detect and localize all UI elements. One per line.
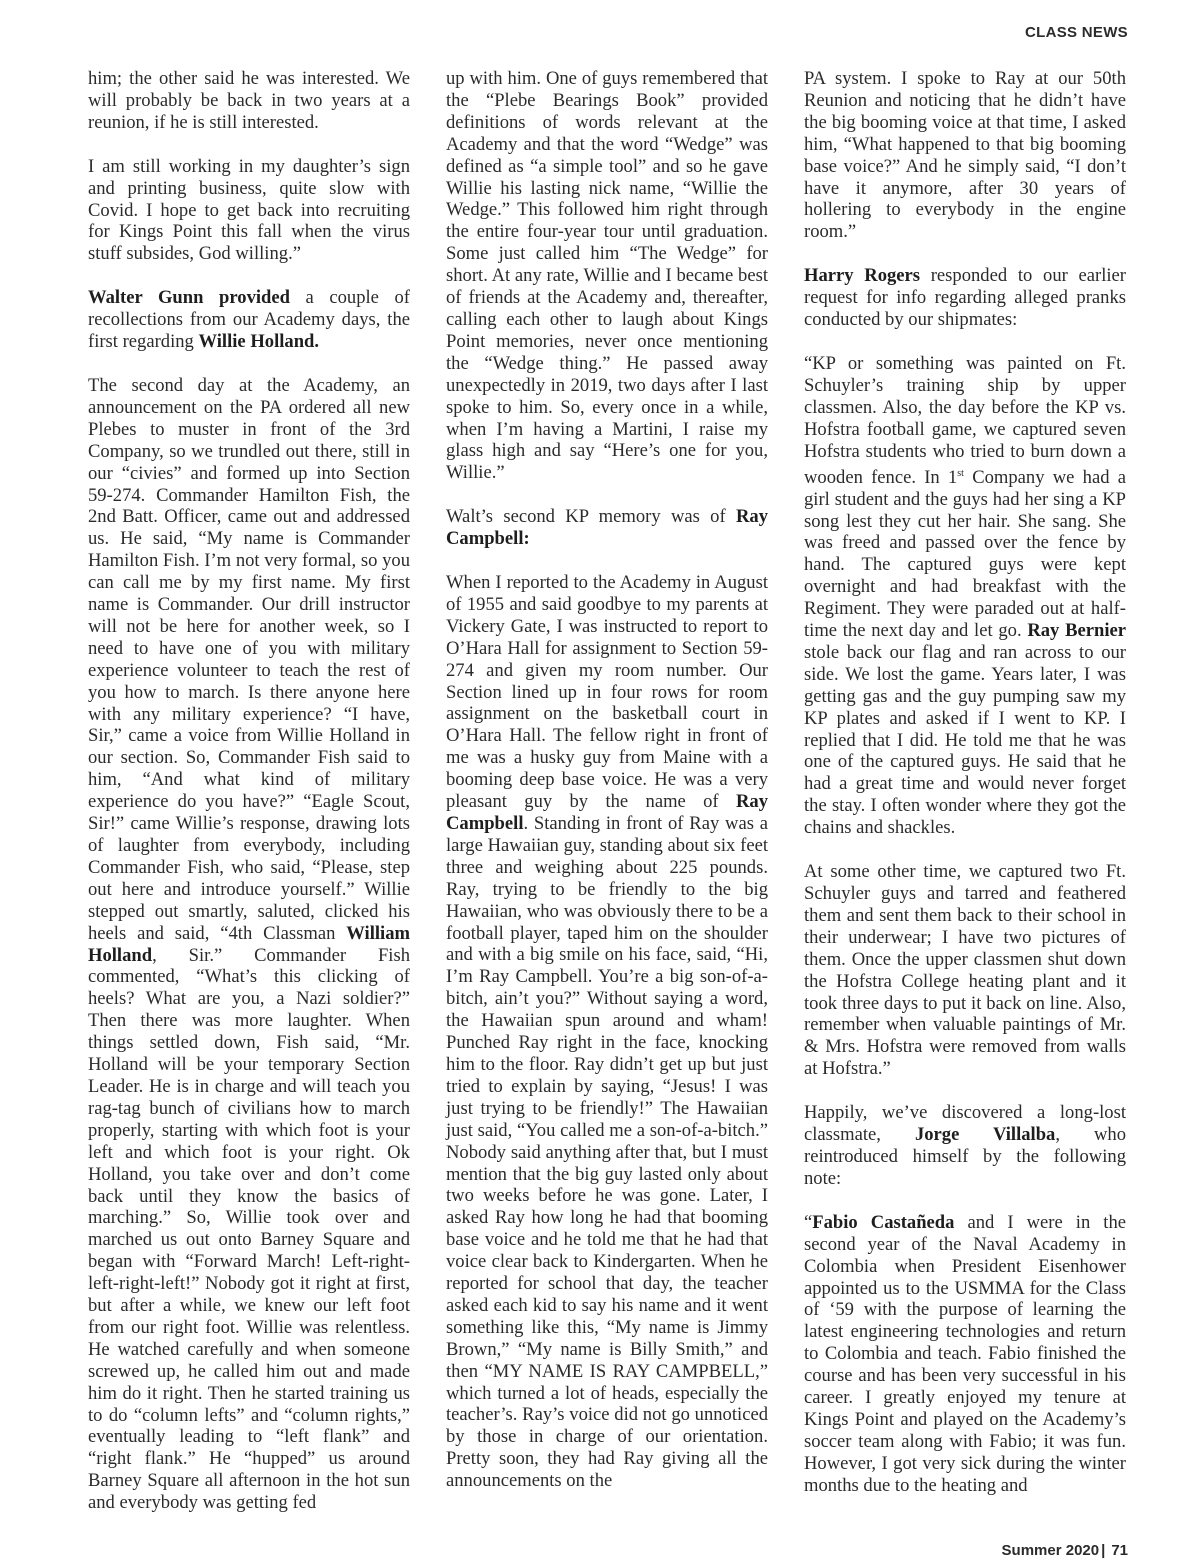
paragraph [804,1212,1126,1497]
paragraph [804,265,1126,331]
paragraph-text: stole back our flag and ran across to our side. We lost the game. Years later, I was getting gas and the guy pumping saw my KP plates and asked if I went to KP. I replied that I did. He told me that he was one of the captured guys. He said that he had a great time and would never forget the stay. I often wonder where they got the chains and shackles. [804,641,1126,839]
paragraph-text: “KP or something was painted on Ft. Schuyler’s training ship by upper classmen. Also, the day before the KP vs. Hofstra football game, we captured seven Hofstra students who tried to burn down a wooden fence. In 1 [804,352,1126,488]
column-3 [804,68,1126,1519]
person-name: Harry Rogers [804,265,921,287]
paragraph [446,506,768,550]
paragraph-text: When I reported to the Academy in August of 1955 and said goodbye to my parents at Vickery Gate, I was instructed to report to O’Hara Hall for assignment to Section 59-274 and given my room number. Our Section lined up in four rows for room assignment on the basketball court in O’Hara Hall. The fellow right in front of me was a husky guy from Maine with a booming deep base voice. He was a very pleasant guy by the name of [446,572,768,813]
column-2 [446,68,768,1514]
paragraph-text: a couple of recollections from our Academy days, the first regarding [88,287,410,353]
paragraph-text: , Sir.” Commander Fish commented, “What’s this clicking of heels? What are you, a Nazi soldier?” Then there was more laughter. When things settled down, Fish said, “Mr. Holland will be your temporary Section Leader. He is in charge and will teach you rag-tag bunch of civilians how to march properly, starting with which foot is your left and which foot is your right. Ok Holland, you take over and don’t come back until they know the basics of marching.” So, Willie took over and marched us out onto Barney Square and began with “Forward March! Left-right-left-right-left!” Nobody got it right at first, but after a while, we knew our left foot from our right foot. Willie was relentless. He watched carefully and when someone screwed up, he called him out and made him do it right. Then he started training us to do “column lefts” and “column rights,” eventually leading to “left flank” and “right flank.” He “hupped” us around Barney Square all afternoon in the hot sun and everybody was getting fed [88,944,410,1514]
person-name: Ray Campbell: [446,506,768,550]
paragraph-text: Happily, we’ve discovered a long-lost classmate, [804,1102,1126,1146]
paragraph-text: responded to our earlier request for info regarding alleged pranks conducted by our shipmates: [804,265,1126,331]
paragraph-text: , who reintroduced himself by the following note: [804,1124,1127,1189]
person-name: Ray Bernier [1027,620,1126,642]
page-footer [1002,1542,1128,1559]
paragraph-text: and I were in the second year of the Naval Academy in Colombia when President Eisenhower appointed us to the USMMA for the Class of ‘59 with the purpose of learning the latest engineering technologies and return to Colombia and teach. Fabio finished the course and has been very successful in his career. I greatly enjoyed my tenure at Kings Point and played on the Academy’s soccer team along with Fabio; it was fun. However, I got very sick during the winter months due to the heating and [804,1211,1126,1496]
paragraph: At some other time, we captured two Ft. Schuyler guys and tarred and feathered them and sent them back to their school in their underwear; I have two pictures of them. Once the upper classmen shut down the Hofstra College heating plant and it took three days to put it back on line. Also, remember when valuable paintings of Mr. & Mrs. Hofstra were removed from walls at Hofstra.” [804,861,1126,1080]
paragraph-text: Company we had a girl student and the guys had her sing a KP song lest they cut her hair. She sang. She was freed and passed over the fence by hand. The captured guys were kept overnight and had breakfast with the Regiment. They were paraded out at half-time the next day and let go. [804,466,1126,642]
quote-mark: “ [804,1211,813,1233]
person-name: Walter Gunn provided [88,287,290,309]
page-number: 71 [1111,1542,1128,1559]
person-name: Willie Holland. [198,331,320,353]
paragraph: I am still working in my daughter’s sign and printing business, quite slow with Covid. I hope to get back into recruiting for Kings Point this fall when the virus stuff subsides, God willing.” [88,155,410,265]
ordinal-suffix: st [957,467,964,479]
paragraph-text: Walt’s second KP memory was of [446,506,736,528]
paragraph [804,1102,1126,1190]
section-header: CLASS NEWS [1024,24,1128,41]
paragraph-text: The second day at the Academy, an announcement on the PA ordered all new Plebes to muster in front of the 3rd Company, so we trundled out there, still in our “civies” and formed up into Section 59-274. Commander Hamilton Fish, the 2nd Batt. Officer, came out and addressed us. He said, “My name is Commander Hamilton Fish. I’m not very formal, so you can call me by my first name. My first name is Commander. Our drill instructor will not be here for another week, so I need to have one of you with military experience volunteer to teach the rest of you how to march. Is there anyone here with any military experience? “I have, Sir,” came a voice from Willie Holland in our section. So, Commander Fish said to him, “And what kind of military experience do you have?” “Eagle Scout, Sir!” came Willie’s response, drawing lots of laughter from everybody, including Commander Fish, who said, “Please, step out here and introduce yourself.” Willie stepped out smartly, saluted, clicked his heels and said, “4th Classman [88,374,410,944]
footer-separator: | [1101,1542,1106,1559]
paragraph: PA system. I spoke to Ray at our 50th Reunion and noticing that he didn’t have the big booming voice at that time, I asked him, “What happened to that big booming base voice?” And he simply said, “I don’t have it anymore, after 30 years of hollering to everybody in the engine room.” [804,68,1126,243]
paragraph: him; the other said he was interested. We will probably be back in two years at a reunion, if he is still interested. [88,68,410,133]
person-name: William Holland [88,922,410,966]
column-1 [88,68,410,1536]
paragraph [446,572,768,1492]
paragraph: up with him. One of guys remembered that the “Plebe Bearings Book” provided definitions of words relevant at the Academy and that the word “Wedge” was defined as “a simple tool” and so he gave Willie his lasting nick name, “Willie the Wedge.” This followed him right through the entire four-year tour until graduation. Some just called him “The Wedge” for short. At any rate, Willie and I became best of friends at the Academy and, thereafter, calling each other to laugh about Kings Point memories, never once mentioning the “Wedge thing.” He passed away unexpectedly in 2019, two days after I last spoke to him. So, every once in a while, when I’m having a Martini, I raise my glass high and say “Here’s one for you, Willie.” [446,68,768,484]
paragraph [88,287,410,353]
person-name: Fabio Castañeda [812,1211,955,1233]
issue-label: Summer 2020 [1001,1542,1100,1559]
paragraph-text: . Standing in front of Ray was a large Hawaiian guy, standing about six feet three and weighing about 225 pounds. Ray, trying to be friendly to the big Hawaiian, who was obviously there to be a football player, taped him on the shoulder and with a big smile on his face, said, “Hi, I’m Ray Campbell. You’re a big son-of-a-bitch, ain’t you?” Without saying a word, the Hawaiian spun around and wham! Punched Ray right in the face, knocking him to the floor. Ray didn’t get up but just tried to explain by saying, “Jesus! I was just trying to be friendly!” The Hawaiian just said, “You called me a son-of-a-bitch.” Nobody said anything after that, but I must mention that the big guy lasted only about two weeks before he was gone. Later, I asked Ray how long he had that booming base voice and he told me that he had that voice clear back to Kindergarten. When he reported for school that day, the teacher asked each kid to say his name and it went something like this, “My name is Jimmy Brown,” “My name is Billy Smith,” and then “MY NAME IS RAY CAMPBELL,” which turned a lot of heads, especially the teacher’s. Ray’s voice did not go unnoticed by those in charge of our orientation. Pretty soon, they had Ray giving all the announcements on the [446,813,768,1492]
person-name: Jorge Villalba [914,1124,1056,1146]
person-name: Ray Campbell [446,791,768,834]
paragraph [804,353,1126,839]
paragraph [88,375,410,1514]
